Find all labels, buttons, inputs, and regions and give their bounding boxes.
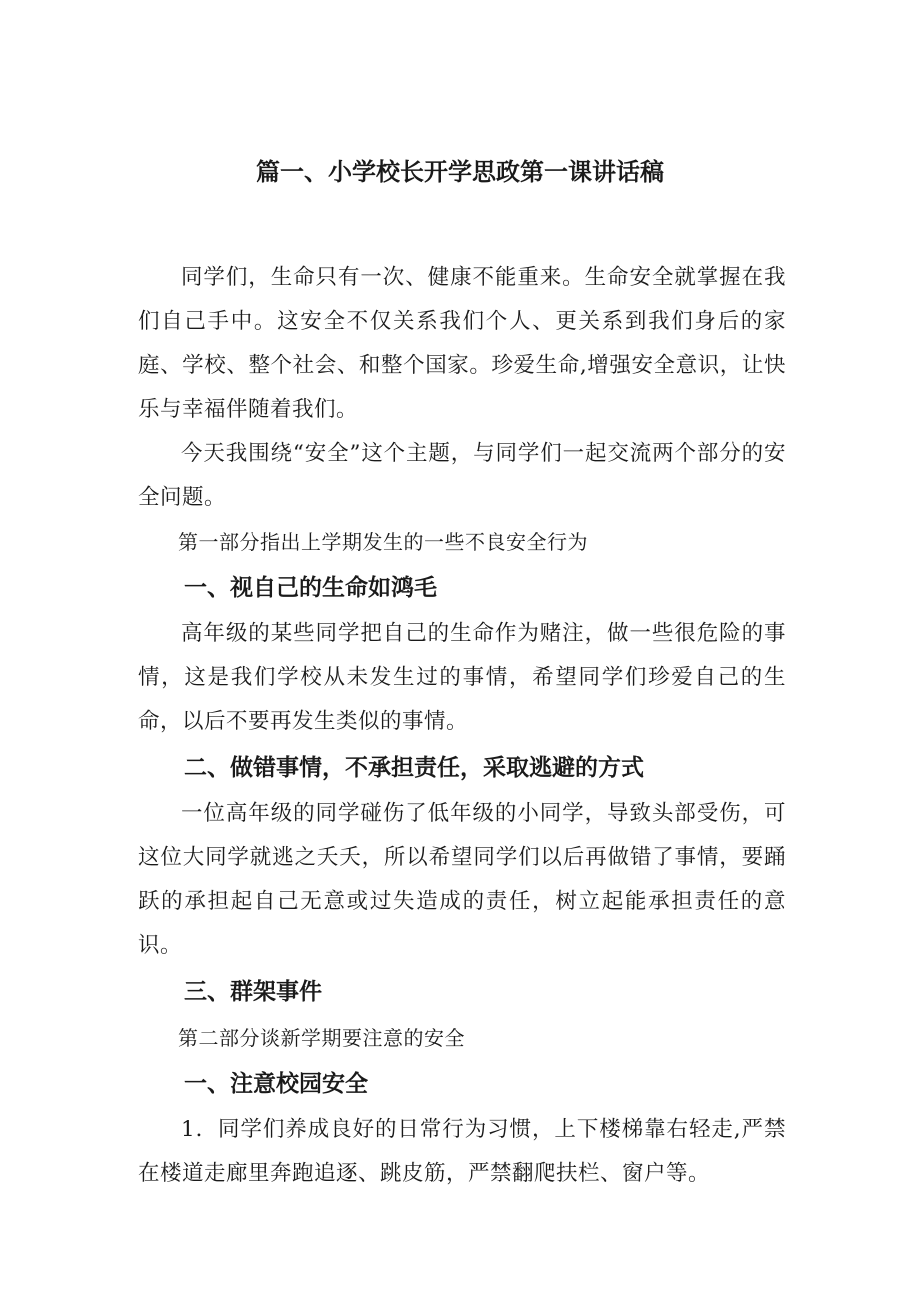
paragraph-section-2: 一位高年级的同学碰伤了低年级的小同学，导致头部受伤，可这位大同学就逃之夭夭，所以希望同学们以后再做错了事情，要踊跃的承担起自己无意或过失造成的责任，树立起能承担责任的意识。	[138, 801, 786, 958]
paragraph-topic: 今天我围绕“安全”这个主题，与同学们一起交流两个部分的安全问题。	[138, 441, 786, 510]
paragraph-rule-1: 1．同学们养成良好的日常行为习惯，上下楼梯靠右轻走,严禁在楼道走廊里奔跑追逐、跳皮筋，严禁翻爬扶栏、窗户等。	[138, 1117, 786, 1186]
section-heading-3: 三、群架事件	[184, 979, 322, 1005]
section-heading-4: 一、注意校园安全	[184, 1071, 368, 1097]
paragraph-section-1: 高年级的某些同学把自己的生命作为赌注，做一些很危险的事情，这是我们学校从未发生过的事情，希望同学们珍爱自己的生命，以后不要再发生类似的事情。	[138, 621, 786, 734]
part-two-heading: 第二部分谈新学期要注意的安全	[178, 1026, 465, 1050]
section-heading-2: 二、做错事情，不承担责任，采取逃避的方式	[184, 755, 644, 781]
document-title: 篇一、小学校长开学思政第一课讲话稿	[256, 158, 664, 186]
section-heading-1: 一、视自己的生命如鸿毛	[184, 575, 437, 601]
paragraph-intro: 同学们，生命只有一次、健康不能重来。生命安全就掌握在我们自己手中。这安全不仅关系我们个人、更关系到我们身后的家庭、学校、整个社会、和整个国家。珍爱生命,增强安全意识，让快乐与幸福伴随着我们。	[138, 265, 786, 422]
part-one-heading: 第一部分指出上学期发生的一些不良安全行为	[178, 530, 588, 554]
document-body	[138, 256, 786, 1196]
